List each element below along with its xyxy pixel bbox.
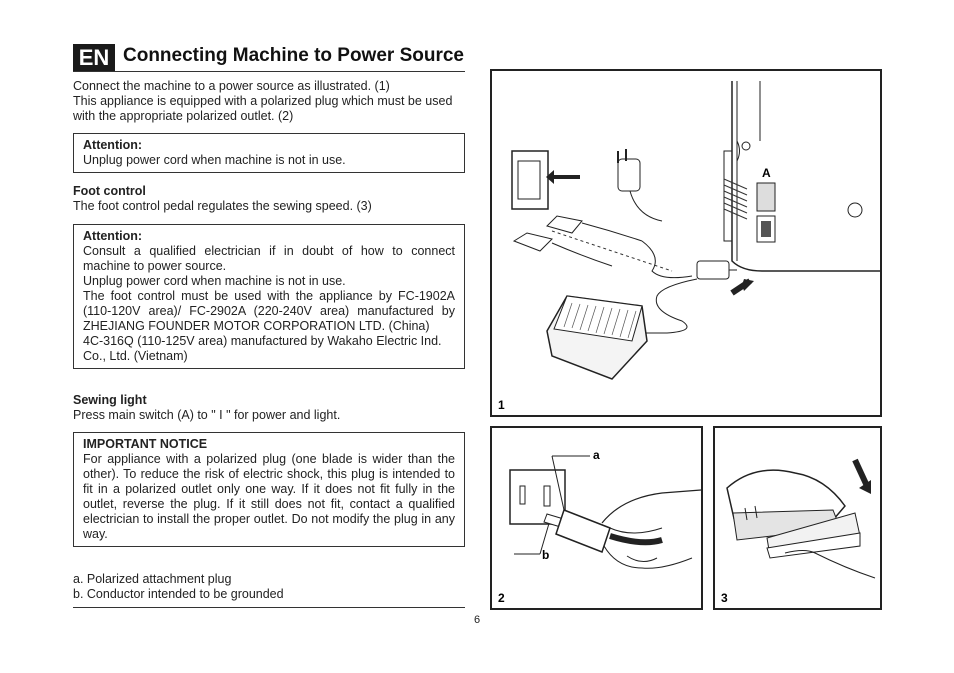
- important-notice-box: [73, 432, 465, 547]
- attention-line: Unplug power cord when machine is not in use.: [83, 274, 346, 288]
- legend-item-a: a. Polarized attachment plug: [73, 572, 232, 586]
- figure-2-number: 2: [498, 591, 505, 605]
- sewing-light-text: Press main switch (A) to " I " for power and light.: [73, 408, 341, 422]
- intro-line-1: Connect the machine to a power source as illustrated. (1): [73, 79, 390, 93]
- figure-1: [490, 69, 882, 417]
- attention-box-2: [73, 224, 465, 369]
- intro-line-2: This appliance is equipped with a polarized plug which must be used with the appropriate polarized outlet. (2): [73, 94, 453, 123]
- attention-line: The foot control must be used with the appliance by FC-1902A (110-120V area)/ FC-2902A (220-240V area) manufactured by ZHEJIANG FOUNDER MOTOR CORPORATION LTD. (China): [83, 289, 455, 333]
- attention-heading: Attention:: [83, 229, 143, 243]
- legend-item-b: b. Conductor intended to be grounded: [73, 587, 284, 601]
- intro-text: [73, 79, 465, 124]
- language-badge: EN: [73, 44, 115, 72]
- sewing-light-heading: Sewing light: [73, 393, 147, 407]
- foot-control-section: [73, 184, 465, 214]
- attention-line: 4C-316Q (110-125V area) manufactured by Wakaho Electric Ind. Co., Ltd. (Vietnam): [83, 334, 442, 363]
- attention-line: Consult a qualified electrician if in doubt of how to connect machine to power source.: [83, 244, 455, 273]
- attention-heading: Attention:: [83, 138, 143, 152]
- figure-3-number: 3: [721, 591, 728, 605]
- sewing-light-section: [73, 393, 465, 423]
- attention-box-1: [73, 133, 465, 173]
- notice-heading: IMPORTANT NOTICE: [83, 437, 208, 451]
- foot-control-text: The foot control pedal regulates the sewing speed. (3): [73, 199, 372, 213]
- bottom-divider: [73, 607, 465, 608]
- foot-control-heading: Foot control: [73, 184, 146, 198]
- figure-1-number: 1: [498, 398, 505, 412]
- figure-3: [713, 426, 882, 610]
- figure-2-illustration: [492, 428, 701, 608]
- figure-2-label-b: b: [542, 548, 550, 562]
- notice-text: For appliance with a polarized plug (one blade is wider than the other). To reduce the risk of electric shock, this plug is intended to fit in a polarized outlet only one way. If it does not fit fully in the outlet, reverse the plug. If it still does not fit, contact a qualified electrician to install the proper outlet. Do not modify the plug in any way.: [83, 452, 455, 541]
- figure-1-label-a: A: [762, 166, 771, 180]
- page-title: Connecting Machine to Power Source: [123, 45, 464, 66]
- figure-2-label-a: a: [593, 448, 600, 462]
- title-divider: [73, 71, 465, 72]
- page-number: 6: [473, 614, 481, 626]
- figure-2: [490, 426, 703, 610]
- figure-3-illustration: [715, 428, 880, 608]
- legend-list: [73, 572, 465, 602]
- attention-text: Unplug power cord when machine is not in use.: [83, 153, 346, 167]
- figure-1-illustration: [492, 71, 880, 415]
